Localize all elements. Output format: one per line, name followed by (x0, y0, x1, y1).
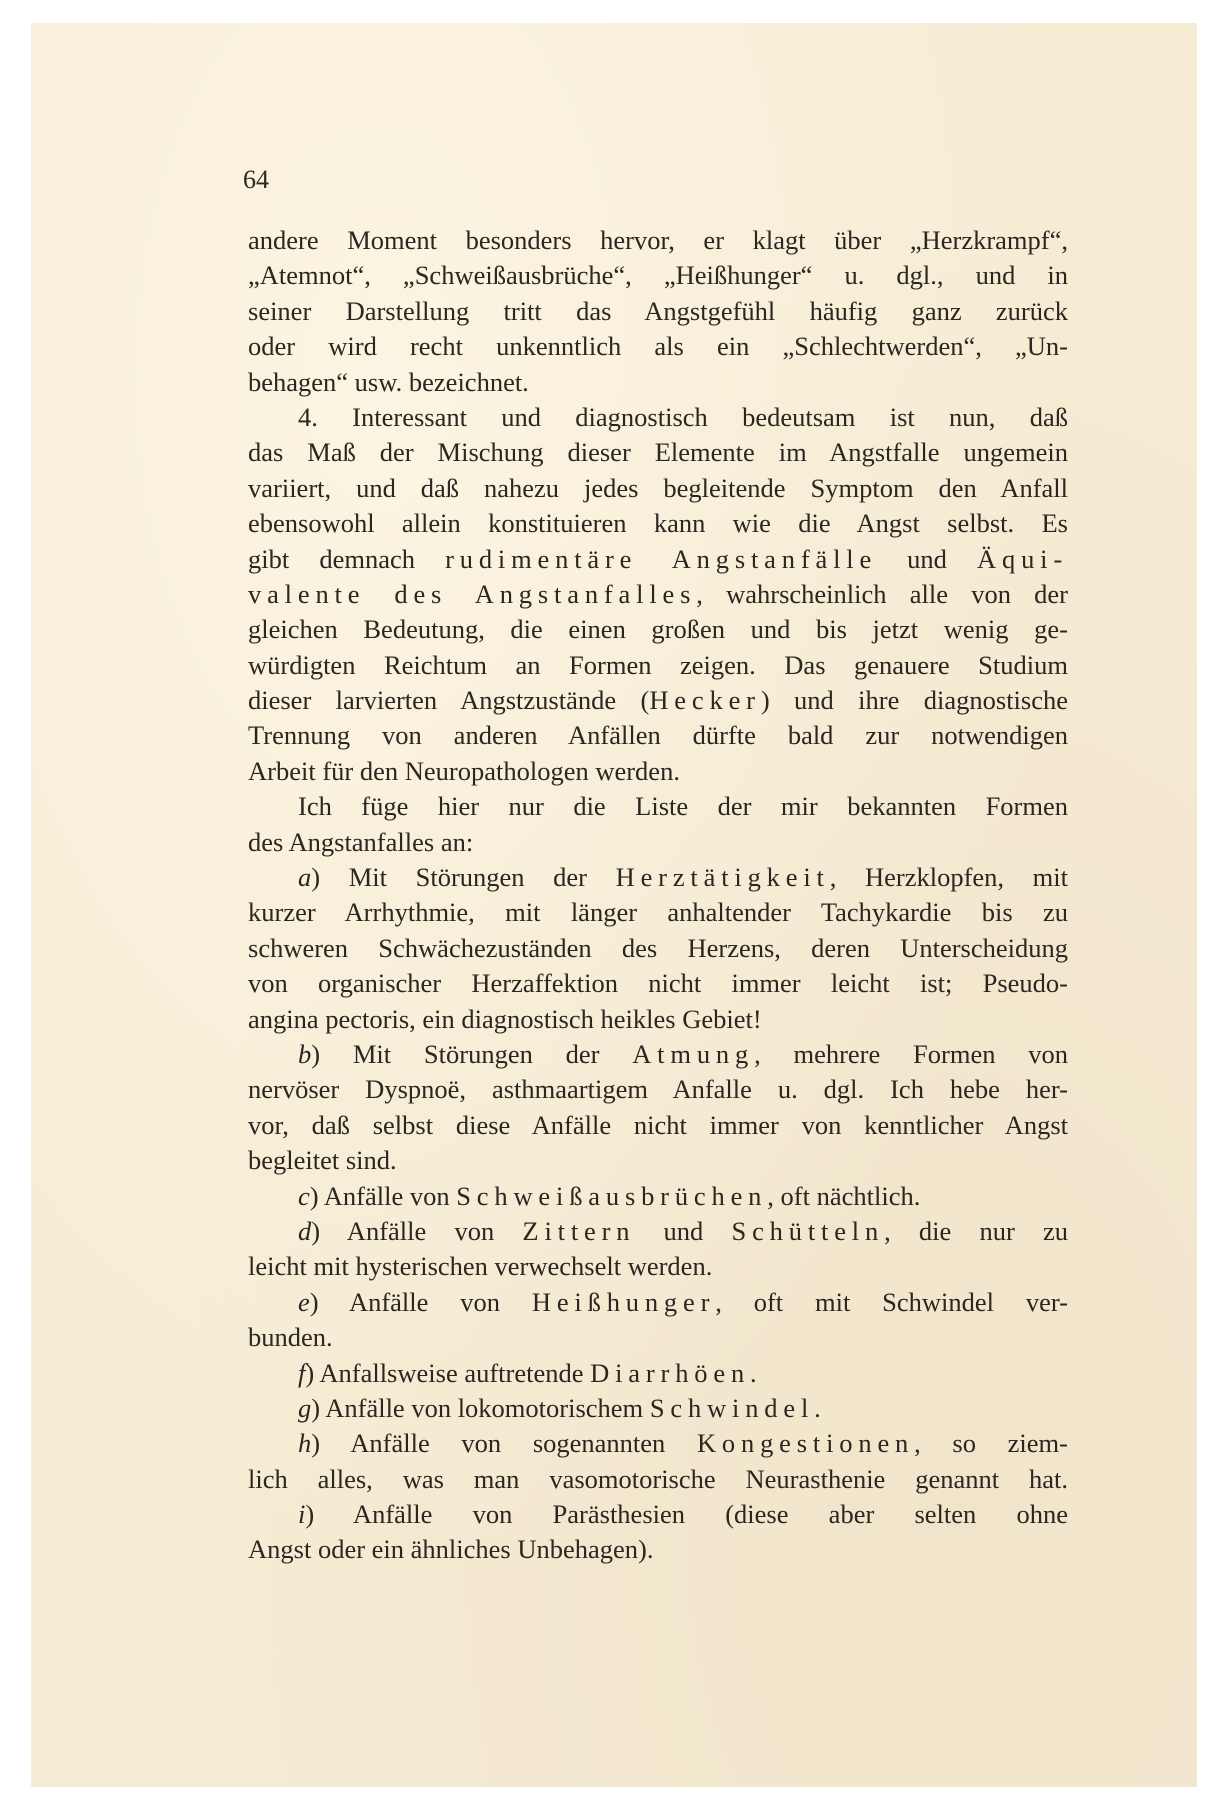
page-body-text (248, 223, 1068, 1568)
text-line (248, 1285, 1068, 1320)
text-segment: ) Anfälle von (309, 1286, 532, 1317)
text-segment: , oft mit Schwindel ver- (715, 1286, 1069, 1317)
text-line (248, 1072, 1068, 1107)
text-segment: würdigten Reichtum an Formen zeigen. Das genauere Studium (248, 649, 1068, 680)
spaced-emphasis: Diarrhöen (590, 1357, 751, 1388)
text-segment: , mehrere Formen von (754, 1038, 1068, 1069)
text-line (248, 1320, 1068, 1355)
text-segment: , Herzklopfen, mit (829, 862, 1068, 893)
spaced-emphasis: Kongestionen (696, 1428, 915, 1459)
text-line (248, 612, 1068, 647)
text-line (248, 400, 1068, 435)
text-line (248, 1214, 1068, 1249)
text-segment: , die nur zu (884, 1215, 1069, 1246)
text-line (248, 577, 1068, 612)
list-marker: f (298, 1357, 306, 1388)
text-line (248, 258, 1068, 293)
text-segment: schweren Schwächezuständen des Herzens, deren Unterscheidung (248, 932, 1068, 963)
spaced-emphasis: Atmung (632, 1038, 755, 1069)
text-line (248, 1179, 1068, 1214)
text-line (248, 1497, 1068, 1532)
text-segment: „Atemnot“, „Schweißausbrüche“, „Heißhunger“ u. dgl., und in (248, 260, 1068, 291)
text-segment: oder wird recht unkenntlich als ein „Schlechtwerden“, „Un- (248, 331, 1068, 362)
text-segment: Arbeit für den Neuropathologen werden. (248, 755, 680, 786)
text-segment: ) Anfallsweise auftretende (305, 1357, 591, 1388)
text-line (248, 1462, 1068, 1497)
text-segment: des Angstanfalles an: (248, 826, 474, 857)
text-line (248, 825, 1068, 860)
text-line (248, 294, 1068, 329)
text-segment: , oft nächtlich. (767, 1180, 921, 1211)
text-line (248, 471, 1068, 506)
text-segment: dieser larvierten Angstzustände ( (248, 685, 650, 716)
list-marker: b (298, 1038, 312, 1069)
text-segment: gleichen Bedeutung, die einen großen und bis jetzt wenig ge- (248, 614, 1068, 645)
text-segment: bunden. (248, 1322, 333, 1353)
text-segment: , wahrscheinlich alle von der (696, 578, 1068, 609)
text-segment: Trennung von anderen Anfällen dürfte bald zur notwendigen (248, 720, 1068, 751)
text-segment: andere Moment besonders hervor, er klagt über „Herzkrampf“, (248, 225, 1068, 255)
text-segment: variiert, und daß nahezu jedes begleitende Symptom den Anfall (248, 472, 1068, 503)
text-line (248, 1356, 1068, 1391)
text-line (248, 789, 1068, 824)
text-segment: seiner Darstellung tritt das Angstgefühl häufig ganz zurück (248, 295, 1068, 326)
spaced-emphasis: Schweißausbrüchen (456, 1180, 768, 1211)
text-line (248, 718, 1068, 753)
text-segment: angina pectoris, ein diagnostisch heikles Gebiet! (248, 1003, 762, 1034)
spaced-emphasis: Herztätigkeit (615, 862, 830, 893)
page-number: 64 (243, 165, 269, 194)
text-segment: vor, daß selbst diese Anfälle nicht immer von kenntlicher Angst (248, 1109, 1068, 1140)
spaced-emphasis: Äqui- (977, 543, 1068, 574)
text-segment: Angst oder ein ähnliches Unbehagen). (248, 1534, 654, 1565)
list-marker: c (298, 1180, 310, 1211)
text-line (248, 1532, 1068, 1567)
text-segment: 4. Interessant und diagnostisch bedeutsam ist nun, daß (298, 401, 1068, 432)
text-segment: , so ziem- (914, 1428, 1068, 1459)
text-line (248, 1391, 1068, 1426)
spaced-emphasis: valente des Angstanfalles (248, 578, 697, 609)
text-segment: . (750, 1357, 757, 1388)
list-marker: h (298, 1428, 312, 1459)
text-segment: und (877, 543, 978, 574)
text-segment: ebensowohl allein konstituieren kann wie die Angst selbst. Es (248, 508, 1068, 539)
spaced-emphasis: Zittern (522, 1215, 636, 1246)
text-line (248, 754, 1068, 789)
list-marker: e (298, 1286, 310, 1317)
text-line (248, 542, 1068, 577)
text-segment: leicht mit hysterischen verwechselt werden. (248, 1251, 713, 1282)
text-segment: ) Anfälle von (309, 1180, 457, 1211)
list-marker: a (298, 862, 312, 893)
text-line (248, 860, 1068, 895)
text-segment: nervöser Dyspnoë, asthmaartigem Anfalle u. dgl. Ich hebe her- (248, 1074, 1068, 1105)
text-segment: behagen“ usw. bezeichnet. (248, 366, 529, 397)
text-line (248, 895, 1068, 930)
text-segment: das Maß der Mischung dieser Elemente im Angstfalle ungemein (248, 437, 1068, 468)
text-segment: gibt demnach (248, 543, 446, 574)
text-line (248, 506, 1068, 541)
text-segment: ) Mit Störungen der (311, 862, 616, 893)
text-segment: ) Anfälle von sogenannten (311, 1428, 697, 1459)
text-segment: ) Anfälle von (311, 1215, 523, 1246)
text-segment: ) Anfälle von Parästhesien (diese aber selten ohne (305, 1499, 1068, 1530)
text-line (248, 1037, 1068, 1072)
text-segment: ) Anfälle von lokomotorischem (311, 1392, 650, 1423)
list-marker: g (298, 1392, 312, 1423)
book-page (31, 23, 1197, 1787)
text-segment: kurzer Arrhythmie, mit länger anhaltender Tachykardie bis zu (248, 897, 1068, 928)
text-segment: ) Mit Störungen der (311, 1038, 633, 1069)
text-line (248, 1002, 1068, 1037)
text-line (248, 648, 1068, 683)
text-line (248, 931, 1068, 966)
text-line (248, 1426, 1068, 1461)
spaced-emphasis: Schwindel (649, 1392, 815, 1423)
text-line (248, 1143, 1068, 1178)
spaced-emphasis: rudimentäre Angstanfälle (445, 543, 878, 574)
spaced-emphasis: Heißhunger (531, 1286, 716, 1317)
text-line (248, 683, 1068, 718)
text-line (248, 223, 1068, 258)
text-line (248, 1108, 1068, 1143)
text-line (248, 365, 1068, 400)
spaced-emphasis: Schütteln (731, 1215, 885, 1246)
list-marker: i (298, 1499, 306, 1530)
text-line (248, 966, 1068, 1001)
spaced-emphasis: Hecker (649, 685, 761, 716)
text-segment: . (814, 1392, 821, 1423)
text-segment: von organischer Herzaffektion nicht immer leicht ist; Pseudo- (248, 968, 1068, 999)
text-segment: lich alles, was man vasomotorische Neurasthenie genannt hat. (248, 1463, 1068, 1494)
text-segment: Ich füge hier nur die Liste der mir bekannten Formen (298, 791, 1068, 822)
text-segment: und (635, 1215, 732, 1246)
text-line (248, 435, 1068, 470)
text-line (248, 329, 1068, 364)
text-segment: begleitet sind. (248, 1145, 397, 1176)
list-marker: d (298, 1215, 312, 1246)
text-line (248, 1249, 1068, 1284)
text-segment: ) und ihre diagnostische (760, 685, 1068, 716)
